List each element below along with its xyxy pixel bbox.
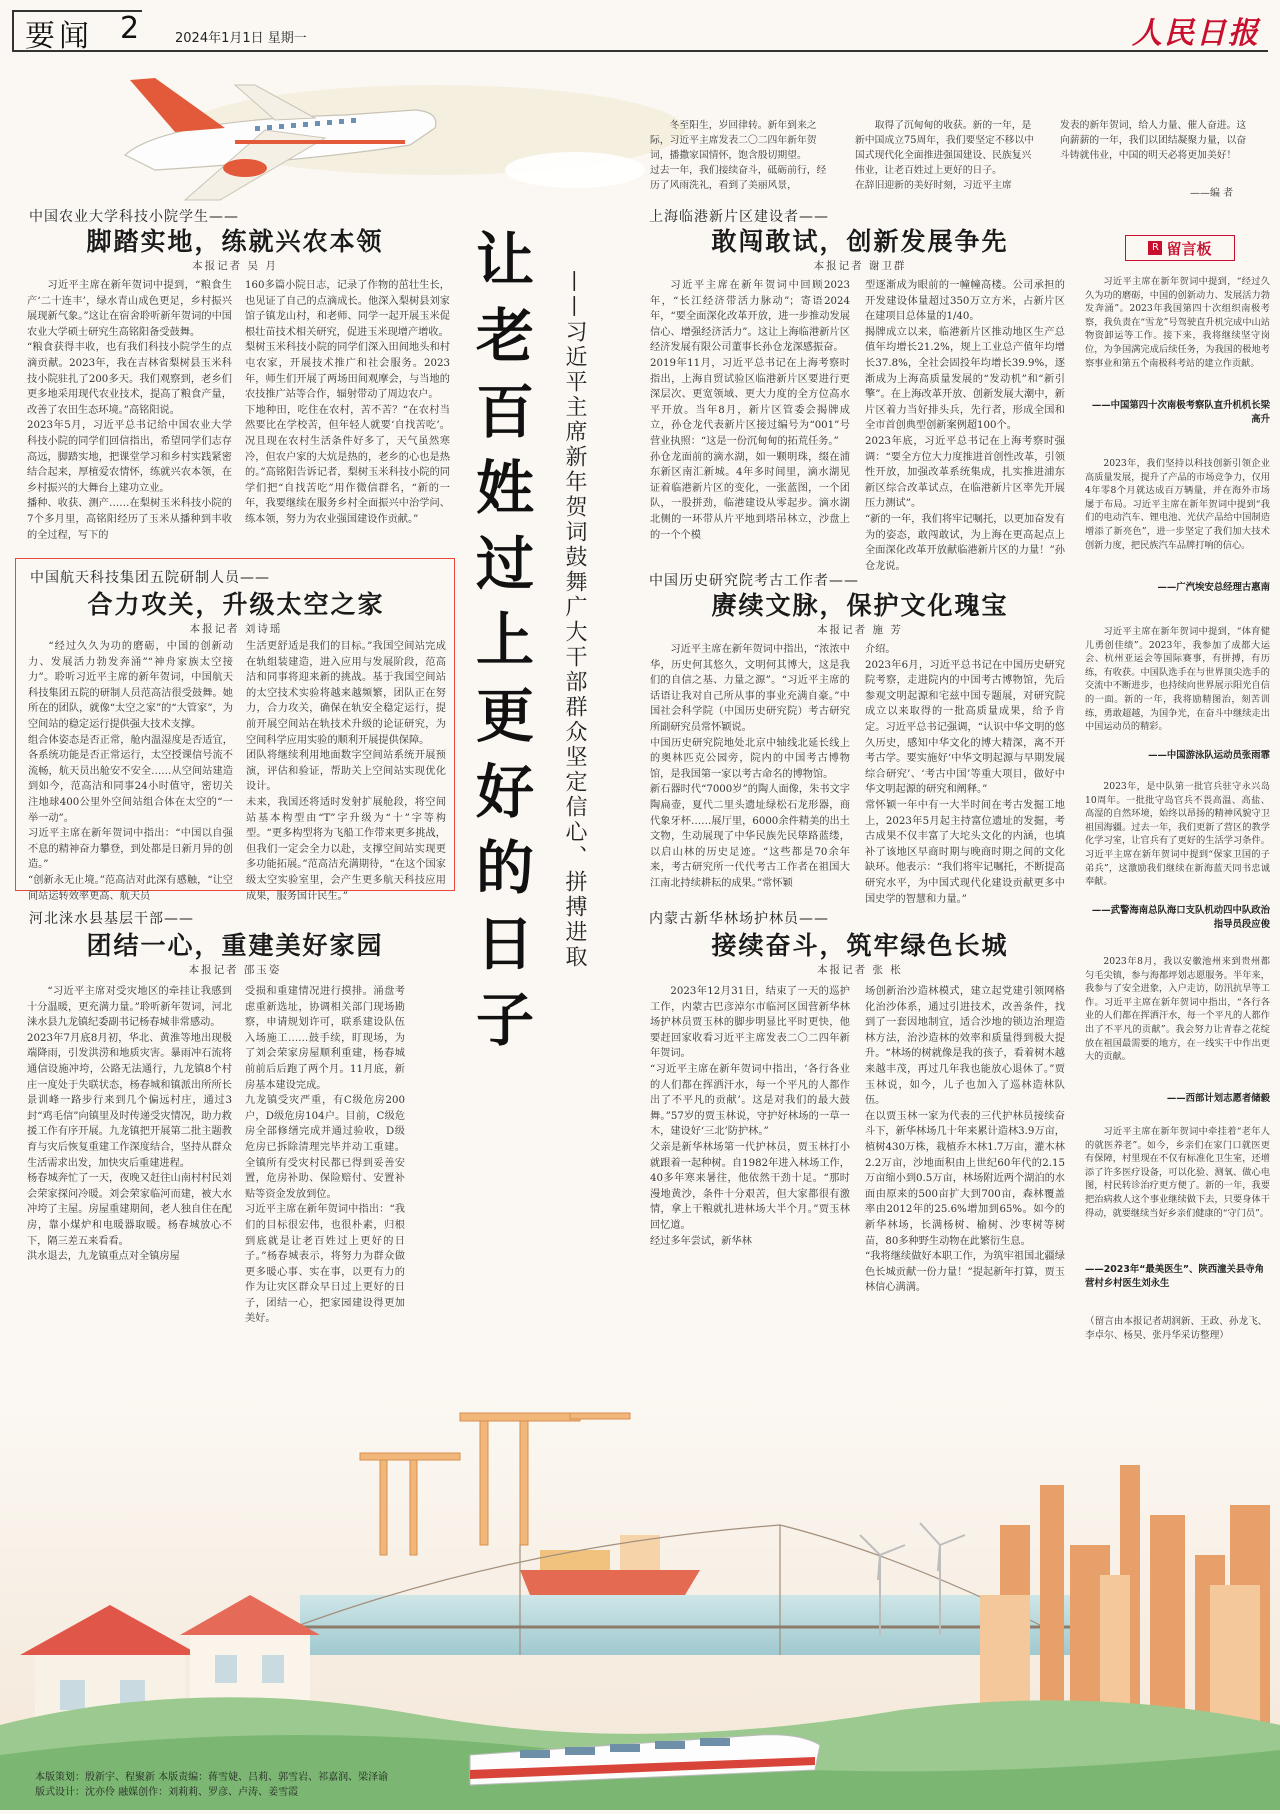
article-kicker: 河北涞水县基层干部——	[29, 911, 194, 927]
article-headline: 合力攻关，升级太空之家	[87, 590, 385, 619]
main-title-line-6: 上	[475, 606, 534, 674]
credits-line-1: 本版策划：殷新宇、程聚新 本版责编：蒋雪婕、吕莉、郭雪岩、祁嘉润、梁泽谕	[35, 1772, 389, 1783]
article-body-col1: 习近平主席在新年贺词中指出，“浓浓中华，历史何其悠久，文明何其博大，这是我们的自信之基、力量之源”。“习近平主席的话语让我对自己所从事的事业充满自豪。”中国社会科学院（中国历史研究院）考古研究所副研究员常怀颖说。 中国历史研究院地处北京中轴线北延长线上的奥林匹克公园旁，院内的中国考古博物馆，是我国第一家以考古命名的博物馆。 新石器时代“7000岁”的陶人面像，朱书文字陶扁壶，夏代二里头遗址绿松石龙形器，商代象牙杯……展厅里，6000余件精美的出土文物，生动展现了中华民族先民筚路蓝缕，以启山林的历史足迹。“这些都是70余年来，考古研究所一代代考古工作者在祖国大江南北持续耕耘的成果。”常怀颖	[650, 644, 850, 889]
article-body-col1: “习近平主席对受灾地区的牵挂让我感到十分温暖，更充满力量。”聆听新年贺词，河北涞水县九龙镇纪委副书记杨春城非常感动。 2023年7月底8月初，华北、黄淮等地出现极端降雨，引发洪涝和地质灾害。暴雨冲石流将通信设施冲垮，公路无法通行，九龙镇8个村庄一度处于失联状态，杨春城和镇派出所所长景训峰一路步行来到几个偏远村庄，通过3封“鸡毛信”向镇里及时传递受灾情况，助力救援工作有序开展。九龙镇把开展第二批主题教育与灾后恢复重建工作深度结合，坚持从群众生活需求出发，加快灾后重建进程。 杨春城奔忙了一天，夜晚又赶往山南村村民刘会荣家探问冷暖。刘会荣家临河而建，被大水冲垮了主屋。房屋重建期间，老人独自住在配房，靠小煤炉和电暖器取暖。杨春城放心不下，隔三差五来看看。 洪水退去，九龙镇重点对全镇房屋	[27, 986, 232, 1263]
masthead-rule	[12, 50, 1268, 52]
bottom-illustration	[0, 1395, 1280, 1810]
message-signature: ——西部计划志愿者储毅	[1166, 1093, 1270, 1104]
article-headline: 赓续文脉，保护文化瑰宝	[711, 591, 1009, 620]
section-name: 要闻	[25, 19, 93, 54]
article-body-col1: “经过久久为功的磨砺，中国的创新动力、发展活力勃发奔涌”“神舟家族太空接力”。聆听习近平主席的新年贺词，中国航天科技集团五院的研制人员范高洁很受鼓舞。她所在的团队，就像“太空之家”的“大管家”，为空间站的稳定运行提供强大技术支撑。 组合体姿态是否正常，舱内温湿度是否适宜，各系统功能是否正常运行，太空授课信号流不流畅，航天员出舱安不安全……从空间站建造到如今，范高洁和同事24小时值守，密切关注地球400公里外空间站组合体在太空的“一举一动”。 习近平主席在新年贺词中指出：“中国以自强不息的精神奋力攀登，到处都是日新月异的创造。” “创新永无止境。”范高洁对此深有感触，“让空间站运转效率更高、航天员	[28, 641, 233, 902]
article-kicker: 中国航天科技集团五院研制人员——	[30, 570, 270, 586]
message-text: 2023年，是中队第一批官兵驻守永兴岛10周年。一批批守岛官兵不畏高温、高盐、高湿的自然环境，始终以昂扬的精神风貌守卫祖国海疆。过去一年，我们更新了营区的教学化学习室，让官兵有了更好的生活学习条件。习近平主席在新年贺词中提到“保家卫国的子弟兵”，这激励我们继续在新海蓝天同书忠诚奉献。	[1085, 781, 1270, 888]
main-title-line-5: 过	[475, 530, 534, 598]
article-headline: 接续奋斗，筑牢绿色长城	[711, 931, 1009, 960]
article-headline: 敢闯敢试，创新发展争先	[711, 227, 1009, 256]
article-byline: 本报记者 谢卫群	[813, 260, 907, 272]
article-body-col2: 生活更舒适是我们的目标。”我国空间站完成在轨组装建造，进入应用与发展阶段，范高洁和同事将迎来新的挑战。基于我国空间站的太空技术实验将越来越频繁，团队正在努力，合力攻关，确保在轨安全稳定运行，提前开展空间站在轨技术升级的论证研究，为空间科学应用实验的顺利开展提供保障。 团队将继续利用地面数字空间站系统开展预演，评估和验证，帮助关上空间站实现优化设计。 未来，我国还将适时发射扩展舱段，将空间站基本构型由“T”字升级为“十”字等构型。“更多构型将为飞船工作带来更多挑战，但我们一定会全力以赴，支撑空间站实现更多功能拓展。”范高洁充满期待，“在这个国家级太空实验室里，会产生更多航天科技应用成果，服务国计民生。”	[246, 641, 446, 902]
message-board	[1085, 235, 1270, 1475]
main-title	[470, 222, 540, 1402]
article-byline: 本报记者 邵玉姿	[188, 964, 282, 976]
article-body-col1: 2023年12月31日，结束了一天的巡护工作，内蒙古巴彦淖尔市临河区国营新华林场护林员贾玉林的脚步明显比平时更快，他要赶回家收看习近平主席发表二〇二四年新年贺词。 “习近平主席在新年贺词中指出，‘各行各业的人们都在挥洒汗水，每一个平凡的人都作出了不平凡的贡献’。这是对我们的最大鼓舞。”57岁的贾玉林说，守护好林场的一草一木，建设好‘三北’防护林。” 父亲是新华林场第一代护林员，贾玉林打小就跟着一起种树。自1982年进入林场工作，40多年寒来暑往，他依然干劲十足。“那时漫地黄沙，条件十分艰苦，但大家都很有激情，拿上干粮就扎进林场大半个月。”贾玉林回忆道。 经过多年尝试，新华林	[650, 986, 850, 1247]
message-text: 2023年8月，我以安徽池州来到贵州都匀毛尖镇，参与海都坪划志愿服务。半年来，我参与了安全进象，入户走访，防汛抗旱等工作。习近平主席在新年贺词中指出，“各行各业的人们都在挥洒汗水，每一个平凡的人都作出了不平凡的贡献”。我会努力让青春之花绽放在祖国最需要的地方，在一线实干中作出更大的贡献。	[1085, 956, 1270, 1063]
main-title-line-3: 百	[475, 378, 534, 446]
editor-note-col2: 取得了沉甸甸的收获。新的一年，是新中国成立75周年，我们要坚定不移以中国式现代化全面推进强国建设、民族复兴伟业，让老百姓过上更好的日子。 在辞旧迎新的美好时刻，习近平主席	[855, 120, 1035, 191]
article-body-col2: 受损和重建情况进行摸排。涌盘考虑重新选址，协调相关部门现场勘察，申请规划许可，联系建设队伍入场施工……鼓手续，盯现场，为了刘会荣家房屋顺利重建，杨春城前前后后跑了两个月。11月底，新房基本建设完成。 九龙镇受灾严重，有C级危房200户，D级危房104户。目前，C级危房全部修缮完成并通过验收，D级危房已拆除清理完毕并动工重建。全镇所有受灾村民都已得到妥善安置，危房补助、保险赔付、安置补贴等资金发放到位。 习近平主席在新年贺词中指出：“我们的目标很宏伟，也很朴素，归根到底就是让老百姓过上更好的日子。”杨春城表示，将努力为群众做更多暖心事、实在事，以更有力的作为让灾区群众早日过上更好的日子，团结一心，把家园建设得更加美好。	[245, 986, 405, 1325]
article-byline: 本报记者 张 枨	[817, 964, 903, 976]
page-number: 2	[120, 11, 140, 46]
article-body-col1: 习近平主席在新年贺词中提到，“粮食生产‘二十连丰’，绿水青山成色更足，乡村振兴展现新气象。”这让在宿舍聆听新年贺词的中国农业大学硕士研究生高铭阳备受鼓舞。 “粮食获得丰收，也有我们科技小院学生的点滴贡献。2023年，我在吉林省梨树县玉米科技小院驻扎了200多天。我们观察到，老乡们更多地采用现代农业技术，提高了粮食产量，改善了农田生态环境。”高铭阳说。 2023年5月，习近平总书记给中国农业大学科技小院的同学们回信指出，希望同学们志存高远，脚踏实地，把课堂学习和乡村实践紧密结合起来，厚植爱农情怀，练就兴农本领，在乡村振兴的大舞台上建功立业。 播种、收获、测产……在梨树玉米科技小院的7个多月里，高铭阳经历了玉米从播种到丰收的全过程，写下的	[27, 280, 232, 541]
main-title-line-4: 姓	[475, 454, 534, 522]
message-signature: ——中国第四十次南极考察队直升机机长梁高升	[1091, 400, 1270, 425]
editor-note-col1: 冬至阳生，岁回律转。新年到来之际，习近平主席发表二〇二四年新年贺词，播撒家国情怀，饱含殷切期望。 过去一年，我们接续奋斗，砥砺前行，经历了风雨洗礼，看到了美丽风景，	[650, 120, 827, 191]
article-byline: 本报记者 吴 月	[192, 260, 278, 272]
editor-note	[650, 118, 1265, 200]
issue-date: 2024年1月1日 星期一	[175, 31, 307, 46]
article-body-col1: 习近平主席在新年贺词中回顾2023年，“长江经济带活力脉动”；寄语2024年，“要全面深化改革开放，进一步推动发展信心、增强经济活力”。这让上海临港新片区经济发展有限公司董事长孙仓龙深感振奋。 2019年11月，习近平总书记在上海考察时指出，上海自贸试验区临港新片区要进行更深层次、更宽领域、更大力度的全方位高水平开放。当年8月，新片区管委会揭牌成立，孙仓龙代表新片区接过编号为“001”号营业执照：“这是一份沉甸甸的拓荒任务。” 孙仓龙面前的滴水湖，如一颗明珠，缀在浦东新区南汇新城。4年多时间里，滴水湖见证着临港新片区的变化，一张蓝图，一个团队，一股拼劲，临港建设从零起步。滴水湖北侧的一环带从片平地到塔吊林立，沙盘上的一个个模	[650, 280, 850, 541]
main-title-line-8: 好	[475, 758, 534, 826]
article-body-col2: 介绍。 2023年6月，习近平总书记在中国历史研究院考察，走进院内的中国考古博物馆，先后参观文明起源和宅兹中国专题展，对研究院成立以来取得的一批高质量成果，给予肯定。习近平总书记强调，“认识中华文明的悠久历史，感知中华文化的博大精深，离不开考古学。要实施好‘中华文明起源与早期发展综合研究’、‘考古中国’等重大项目，做好中华文明起源的研究和阐释。” 常怀颖一年中有一大半时间在考古发掘工地上，2023年5月起主持富位遗址的发掘，考古成果不仅丰富了大坨头文化的内涵，也填补了该地区早商时期与晚商时期之间的文化缺环。他表示：“我们将牢记嘱托，不断提高研究水平，为中国式现代化建设贡献更多中国史学的智慧和力量。”	[865, 644, 1065, 905]
message-entry	[1085, 457, 1270, 607]
main-title-line-9: 的	[475, 834, 534, 902]
main-title-line-7: 更	[475, 682, 534, 750]
article-body-col2: 场创新治沙造林模式，建立起党建引领网格化治沙体系，通过引进技术，改善条件，找到了一套因地制宜，适合沙地的锁边治理造林方法，治沙造林的效率和质量得到极大提升。“林场的树就像是我的孩子，看着树木越来越丰茂，再过几年我也能放心退休了。”贾玉林说，如今，儿子也加入了巡林造林队伍。 在以贾玉林一家为代表的三代护林员接续奋斗下，新华林场几十年来累计造林3.9万亩，植树430万株，栽植乔木林1.7万亩，灌木林2.2万亩，沙地面积由上世纪60年代的2.15万亩缩小到0.5万亩，林场附近两个湖泊的水面由原来的500亩扩大到700亩，森林覆盖率由2012年的25.6%增加到65%。如今的新华林场，长满杨树、榆树、沙枣树等树苗，80多种野生动物在此繁衍生息。 “我将继续做好本职工作，为筑牢祖国北疆绿色长城贡献一份力量！”提起新年打算，贾玉林信心满满。	[865, 986, 1065, 1294]
message-entry	[1085, 1125, 1270, 1305]
article-byline: 本报记者 施 芳	[817, 624, 903, 636]
article-kicker: 中国农业大学科技小院学生——	[29, 209, 239, 225]
message-entry	[1085, 275, 1270, 455]
credits	[35, 1770, 935, 1800]
article-byline: 本报记者 刘诗瑶	[189, 623, 283, 635]
credits-line-2: 版式设计：沈亦伶 融媒创作：刘莉莉、罗彦、卢涛、姜雪霞	[35, 1787, 299, 1798]
article-kicker: 中国历史研究院考古工作者——	[649, 573, 859, 589]
main-title-line-2: 老	[475, 302, 534, 370]
article-body-col2: 160多篇小院日志，记录了作物的茁壮生长，也见证了自己的点滴成长。他深入梨树县刘家馆子镇龙山村，和老师、同学一起开展玉米促根壮苗技术相关研究，促进玉米现增产增收。 梨树玉米科技小院的同学们深入田间地头和村屯农家，开展技术推广和社会服务。2023年，师生们开展了两场田间观摩会，与当地的农技推广站等合作，辐射带动了周边农户。 下地种田，吃住在农村，苦不苦？“在农村当然要比在学校苦，但年轻人就要‘自找苦吃’。况且现在农村生活条件好多了，天气虽然寒冷，但农户家的大炕是热的，老乡的心也是热的。”高铭阳告诉记者，梨树玉米科技小院的同学们把“自找苦吃”用作微信群名，“新的一年，我要继续在服务乡村全面振兴中治学问、练本领，努力为农业强国建设作贡献。”	[245, 280, 450, 525]
masthead	[0, 0, 1280, 60]
message-signature: ——中国游泳队运动员张雨霏	[1148, 750, 1270, 761]
message-text: 习近平主席在新年贺词中牵挂着“老年人的就医养老”。如今，乡亲们在家门口就医更有保障，村里现在不仅有标准化卫生室，还增添了许多医疗设备，可以化验、测氧、做心电图，村民转诊治疗更方便了。新的一年，我要把治病救人这个事业继续做下去，只要身体干得动，就要继续当好乡亲们健康的“守门员”。	[1085, 1126, 1270, 1219]
message-board-header	[1125, 235, 1235, 261]
airplane-illustration	[15, 60, 655, 210]
message-text: 习近平主席在新年贺词中提到，“经过久久为功的磨砺，中国的创新动力、发展活力勃发奔涌”。2023年我国第四十次组织南极考察，我负责在“雪龙”号驾驶直升机完成中山站物资卸运等工作。接下来，我将继续坚守岗位，为争国满完成后续任务，为我国的极地考察事业和第五个南极科考站的建立作贡献。	[1085, 276, 1270, 369]
main-title-line-10: 日	[475, 910, 534, 978]
article-space	[15, 558, 455, 902]
message-text: 习近平主席在新年贺词中提到，“体育健儿勇创佳绩”。2023年，我参加了成都大运会、杭州亚运会等国际赛事，有拼搏，有历练，有收获。中国队选手在与世界顶尖选手的交流中不断进步，也持续向世界展示阳光自信的一面。新的一年，我将励精图治，刻苦训练，勇敢超越，为国争光，在奋斗中继续走出中国运动员的精彩。	[1085, 626, 1270, 733]
message-board-title: 留言板	[1166, 239, 1212, 258]
editor-note-col3: 发表的新年贺词，给人力量、催人奋进。这向薪薪的一年，我们以团结凝聚力量，以奋斗铸就伟业，中国的明天必将更加美好！	[1060, 120, 1247, 161]
main-subtitle: ——习近平主席新年贺词鼓舞广大干部群众坚定信心、拼搏进取	[562, 270, 587, 970]
article-headline: 团结一心，重建美好家园	[86, 931, 384, 960]
main-title-line-11: 子	[475, 986, 534, 1054]
message-signature: ——武警海南总队海口支队机动四中队政治指导员段应俊	[1091, 905, 1270, 930]
message-signature: ——2023年“最美医生”、陕西潼关县寺角营村乡村医生刘永生	[1085, 1264, 1265, 1289]
article-kicker: 上海临港新片区建设者——	[649, 209, 829, 225]
message-entry	[1085, 955, 1270, 1115]
article-headline: 脚踏实地，练就兴农本领	[86, 227, 384, 256]
message-entry	[1085, 625, 1270, 775]
article-body-col2: 型逐渐成为眼前的一幢幢高楼。公司承担的开发建设体量超过350万立方米，占新片区在建项目总体量的1/40。 揭牌成立以来，临港新片区推动地区生产总值年均增长21.2%，规上工业总产值年均增长37.8%，全社会固投年均增长39.9%，逐渐成为上海高质量发展的“发动机”和“新引擎”。在上海改革开放、创新发展大潮中，新片区着力当好排头兵，先行者，形成全国和全市首创典型创新案例超100个。 2023年底，习近平总书记在上海考察时强调：“要全方位大力度推进首创性改革，引领性开放，加强改革系统集成，扎实推进浦东新区综合改革试点，在临港新片区率先开展压力测试”。 “新的一年，我们将牢记嘱托，以更加奋发有为的姿态，敢闯敢试，为上海在更高起点上全面深化改革开放献临港新片区的力量！”孙仓龙说。	[865, 280, 1065, 572]
message-signature: ——广汽埃安总经理古惠南	[1157, 582, 1270, 593]
message-board-note: （留言由本报记者胡润新、王政、孙龙飞、李卓尔、杨昊、张丹华采访整理）	[1085, 1316, 1268, 1341]
message-text: 2023年，我们坚持以科技创新引领企业高质量发展，提升了产品的市场竞争力，仅用4年零8个月就达成百万辆量，并在海外市场屡于布局。习近平主席在新年贺词中提到“我们的电动汽车、锂电池、光伏产品给中国制造增添了新亮色”，进一步坚定了我们加大技术创新力度，把民族汽车品牌打响的信心。	[1085, 458, 1270, 551]
article-kicker: 内蒙古新华林场护林员——	[649, 911, 829, 927]
message-entry	[1085, 780, 1270, 940]
main-title-line-1: 让	[475, 226, 534, 294]
editor-note-signature: ——编 者	[1190, 188, 1234, 199]
paper-name: 人民日报	[1132, 16, 1260, 51]
message-board-icon: R	[1148, 241, 1162, 255]
